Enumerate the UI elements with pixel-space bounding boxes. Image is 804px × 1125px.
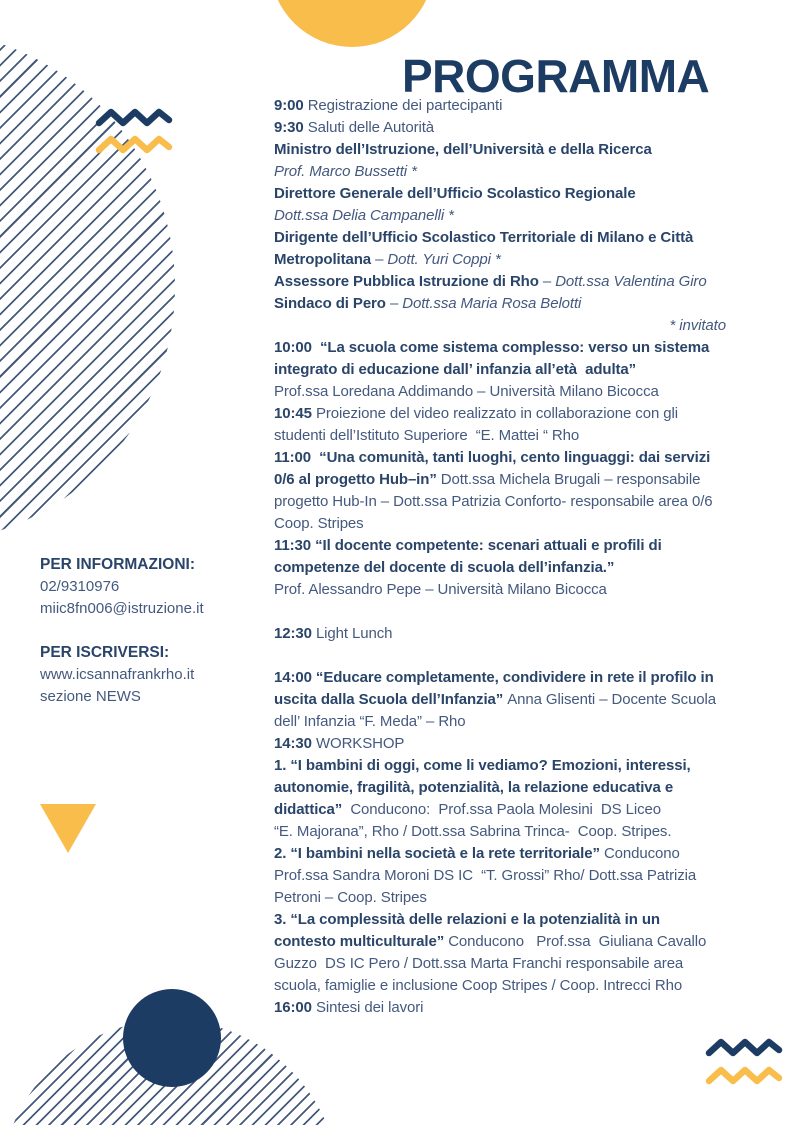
program-text-segment: Prof.ssa Loredana Addimando – Università Milano Bicocca (274, 383, 659, 400)
program-line (274, 931, 746, 953)
program-text-segment: WORKSHOP (315, 735, 405, 752)
program-text-segment: Prof. Marco Bussetti * (274, 163, 417, 180)
program-line (274, 843, 746, 865)
program-text-segment: Anna Glisenti – Docente Scuola (507, 691, 717, 708)
zigzag-yellow-icon (705, 1065, 783, 1086)
program-text-segment: Light Lunch (315, 625, 393, 642)
program-text-segment: Coop. Stripes (274, 515, 364, 532)
program-text-segment: 11:30 “Il docente competente: scenari attuali e profili di (274, 537, 662, 554)
program-text-segment: Prof.ssa Sandra Moroni DS IC “T. Grossi” Rho/ Dott.ssa Patrizia (274, 867, 697, 884)
program-line (274, 623, 746, 645)
program-line (274, 579, 746, 601)
program-text-segment: dell’ Infanzia “F. Meda” – Rho (274, 713, 466, 730)
program-text-segment: uscita dalla Scuola dell’Infanzia” (274, 691, 508, 708)
program-text-segment: Sintesi dei lavori (315, 999, 424, 1016)
program-text-segment: competenze del docente di scuola dell’infanzia.” (274, 559, 615, 576)
sidebar-contact (40, 554, 255, 708)
program-text-segment: 9:00 (274, 97, 308, 114)
program-text-segment: * invitato (669, 317, 726, 334)
program-line (274, 359, 746, 381)
program-line (274, 227, 746, 249)
program-text-segment: scuola, famiglie e inclusione Coop Stripes / Coop. Intrecci Rho (274, 977, 683, 994)
contact-heading: PER ISCRIVERSI: (40, 644, 170, 661)
yellow-semicircle-decor (270, 0, 434, 47)
program-line (274, 733, 746, 755)
program-schedule (274, 95, 746, 1019)
program-line (274, 249, 746, 271)
program-line (274, 755, 746, 777)
program-line (274, 821, 746, 843)
program-text-segment: Petroni – Coop. Stripes (274, 889, 427, 906)
contact-line: www.icsannafrankrho.it (40, 666, 195, 683)
zigzag-navy-icon (705, 1037, 783, 1058)
program-text-segment: Dott.ssa Delia Campanelli * (274, 207, 454, 224)
program-line (274, 381, 746, 403)
program-line (274, 271, 746, 293)
program-text-segment: Proiezione del video realizzato in collaborazione con gli (315, 405, 678, 422)
program-text-segment: 9:30 (274, 119, 308, 136)
program-text-segment: 1. “I bambini di oggi, come li vediamo? Emozioni, interessi, (274, 757, 691, 774)
program-text-segment: contesto multiculturale” (274, 933, 449, 950)
program-text-segment: progetto Hub-In – Dott.ssa Patrizia Conforto- responsabile area 0/6 (274, 493, 713, 510)
program-line (274, 293, 746, 315)
program-line (274, 469, 746, 491)
program-text-segment: 0/6 al progetto Hub–in” (274, 471, 441, 488)
program-text-segment: – (389, 295, 403, 312)
program-line (274, 117, 746, 139)
program-line (274, 975, 746, 997)
program-line (274, 711, 746, 733)
program-line (274, 403, 746, 425)
program-line (274, 865, 746, 887)
program-text-segment: 3. “La complessità delle relazioni e la potenzialità in un (274, 911, 660, 928)
zigzag-yellow-icon (95, 134, 173, 155)
program-line (274, 645, 746, 667)
program-text-segment: Sindaco di Pero (274, 295, 390, 312)
program-line (274, 887, 746, 909)
program-text-segment: Guzzo DS IC Pero / Dott.ssa Marta Franchi responsabile area (274, 955, 684, 972)
program-text-segment: 14:30 (274, 735, 316, 752)
page-title: PROGRAMMA (402, 50, 710, 102)
program-text-segment: Assessore Pubblica Istruzione di Rho (274, 273, 543, 290)
program-text-segment: studenti dell’Istituto Superiore “E. Mattei “ Rho (274, 427, 580, 444)
program-line (274, 601, 746, 623)
program-line (274, 909, 746, 931)
program-text-segment: Prof. Alessandro Pepe – Università Milano Bicocca (274, 581, 607, 598)
program-text-segment: 16:00 (274, 999, 316, 1016)
program-line (274, 337, 746, 359)
program-line (274, 689, 746, 711)
program-text-segment: – (375, 251, 388, 268)
program-text-segment: – (542, 273, 556, 290)
program-line (274, 315, 746, 337)
program-text-segment: Dirigente dell’Ufficio Scolastico Territoriale di Milano e Città (274, 229, 694, 246)
program-text-segment: 14:00 “Educare completamente, condividere in rete il profilo in (274, 669, 714, 686)
contact-line: miic8fn006@istruzione.it (40, 600, 204, 617)
program-line (274, 535, 746, 557)
program-text-segment: Dott.ssa Michela Brugali – responsabile (440, 471, 701, 488)
program-line (274, 205, 746, 227)
program-text-segment: integrato di educazione dall’ infanzia all’età adulta” (274, 361, 637, 378)
program-text-segment: “E. Majorana”, Rho / Dott.ssa Sabrina Trinca- Coop. Stripes. (274, 823, 672, 840)
program-text-segment: Conducono: Prof.ssa Paola Molesini DS Liceo (342, 801, 661, 818)
program-text-segment: 2. “I bambini nella società e la rete territoriale” (274, 845, 604, 862)
program-text-segment: 11:00 “Una comunità, tanti luoghi, cento linguaggi: dai servizi (274, 449, 711, 466)
program-line (274, 997, 746, 1019)
navy-circle-decor (123, 989, 221, 1087)
program-line (274, 161, 746, 183)
program-text-segment: 12:30 (274, 625, 316, 642)
contact-line: 02/9310976 (40, 578, 120, 595)
program-text-segment: Metropolitana (274, 251, 376, 268)
program-line (274, 667, 746, 689)
program-text-segment: Conducono (603, 845, 680, 862)
program-line (274, 513, 746, 535)
program-text-segment: 10:00 “La scuola come sistema complesso: verso un sistema (274, 339, 710, 356)
program-line (274, 777, 746, 799)
program-line (274, 139, 746, 161)
program-text-segment: autonomie, fragilità, potenzialità, la relazione educativa e (274, 779, 674, 796)
program-text-segment: Conducono Prof.ssa Giuliana Cavallo (448, 933, 707, 950)
program-line (274, 557, 746, 579)
program-text-segment: Dott.ssa Maria Rosa Belotti (402, 295, 582, 312)
zigzag-navy-icon (95, 107, 173, 128)
program-text-segment: Dott.ssa Valentina Giro (555, 273, 707, 290)
program-text-segment: 10:45 (274, 405, 316, 422)
program-text-segment: didattica” (274, 801, 343, 818)
program-text-segment: Registrazione dei partecipanti (307, 97, 503, 114)
program-line (274, 183, 746, 205)
yellow-triangle-decor (40, 804, 96, 853)
program-line (274, 953, 746, 975)
program-text-segment: Dott. Yuri Coppi * (387, 251, 501, 268)
program-line (274, 447, 746, 469)
program-text-segment: Saluti delle Autorità (307, 119, 435, 136)
program-line (274, 799, 746, 821)
program-line (274, 425, 746, 447)
contact-line: sezione NEWS (40, 688, 141, 705)
program-line (274, 491, 746, 513)
program-text-segment: Direttore Generale dell’Ufficio Scolastico Regionale (274, 185, 636, 202)
contact-heading: PER INFORMAZIONI: (40, 556, 195, 573)
program-text-segment: Ministro dell’Istruzione, dell’Università e della Ricerca (274, 141, 652, 158)
program-line (274, 95, 746, 117)
